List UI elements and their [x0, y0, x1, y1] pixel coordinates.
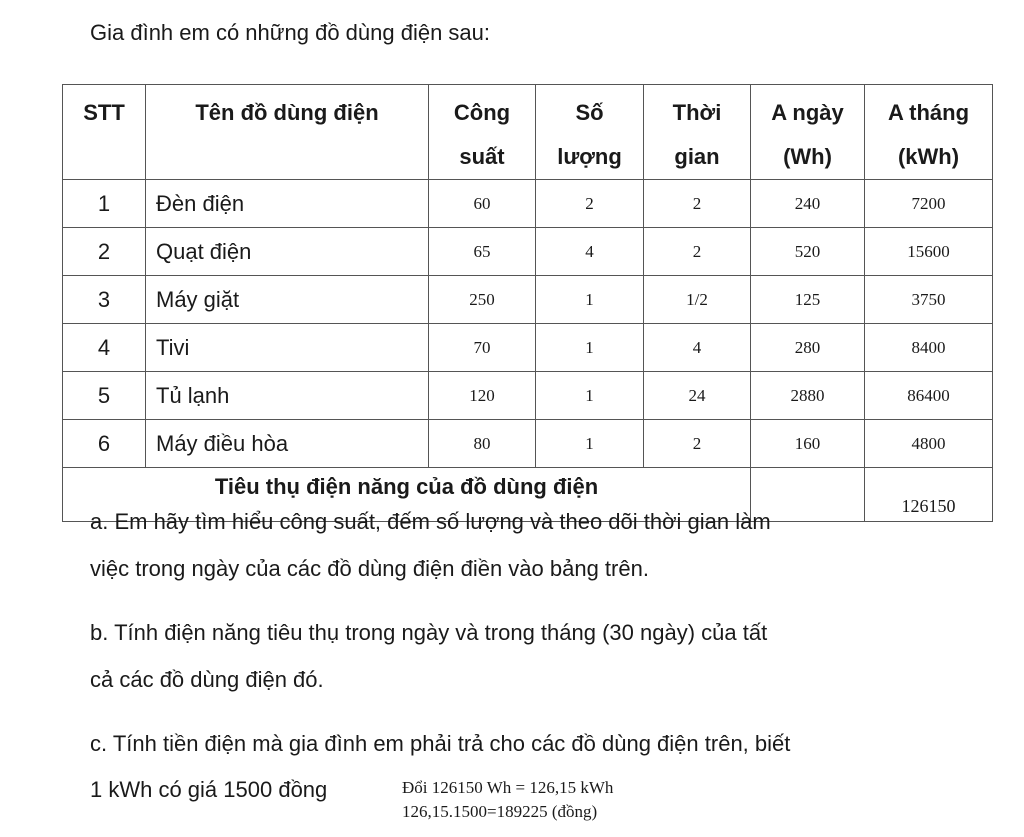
answer-line1: Đổi 126150 Wh = 126,15 kWh [402, 778, 614, 797]
question-a-line2: việc trong ngày của các đồ dùng điện điền vào bảng trên. [90, 556, 649, 581]
total-value: 126150 [865, 468, 993, 522]
cell-a-day: 160 [751, 420, 865, 468]
header-a-day: A ngày (Wh) [751, 85, 865, 180]
table-row [63, 372, 993, 420]
table-row [63, 276, 993, 324]
header-qty: Số lượng [536, 85, 644, 180]
cell-name: Đèn điện [146, 180, 429, 228]
question-a-line1: a. Em hãy tìm hiểu công suất, đếm số lượng và theo dõi thời gian làm [90, 509, 771, 534]
cell-power: 70 [429, 324, 536, 372]
header-a-month: A tháng (kWh) [865, 85, 993, 180]
cell-name: Máy điều hòa [146, 420, 429, 468]
cell-name: Tivi [146, 324, 429, 372]
cell-qty: 1 [536, 276, 644, 324]
header-time: Thời gian [644, 85, 751, 180]
cell-power: 120 [429, 372, 536, 420]
cell-time: 1/2 [644, 276, 751, 324]
cell-a-month: 8400 [865, 324, 993, 372]
cell-stt: 1 [63, 180, 146, 228]
cell-stt: 6 [63, 420, 146, 468]
table-row [63, 420, 993, 468]
cell-power: 60 [429, 180, 536, 228]
cell-power: 250 [429, 276, 536, 324]
cell-stt: 5 [63, 372, 146, 420]
cell-a-month: 86400 [865, 372, 993, 420]
cell-a-month: 7200 [865, 180, 993, 228]
intro-text: Gia đình em có những đồ dùng điện sau: [90, 20, 491, 45]
table-row [63, 324, 993, 372]
table-row [63, 180, 993, 228]
cell-power: 65 [429, 228, 536, 276]
cell-a-month: 3750 [865, 276, 993, 324]
cell-a-day: 240 [751, 180, 865, 228]
question-c-line2: 1 kWh có giá 1500 đồng [90, 777, 328, 802]
cell-stt: 4 [63, 324, 146, 372]
cell-name: Máy giặt [146, 276, 429, 324]
cell-a-day: 520 [751, 228, 865, 276]
cell-a-month: 15600 [865, 228, 993, 276]
cell-a-day: 280 [751, 324, 865, 372]
table-header-row [63, 85, 993, 180]
cell-power: 80 [429, 420, 536, 468]
header-name: Tên đồ dùng điện [146, 85, 429, 180]
question-c-line1: c. Tính tiền điện mà gia đình em phải trả cho các đồ dùng điện trên, biết [90, 731, 791, 756]
cell-qty: 1 [536, 324, 644, 372]
cell-name: Tủ lạnh [146, 372, 429, 420]
cell-stt: 3 [63, 276, 146, 324]
header-power: Công suất [429, 85, 536, 180]
question-b-line2: cả các đồ dùng điện đó. [90, 667, 324, 692]
cell-time: 2 [644, 420, 751, 468]
cell-a-day: 2880 [751, 372, 865, 420]
cell-qty: 2 [536, 180, 644, 228]
cell-time: 2 [644, 228, 751, 276]
cell-qty: 4 [536, 228, 644, 276]
cell-time: 4 [644, 324, 751, 372]
total-label: Tiêu thụ điện năng của đồ dùng điện [63, 468, 751, 522]
cell-qty: 1 [536, 420, 644, 468]
cell-a-month: 4800 [865, 420, 993, 468]
cell-qty: 1 [536, 372, 644, 420]
cell-name: Quạt điện [146, 228, 429, 276]
question-b-line1: b. Tính điện năng tiêu thụ trong ngày và trong tháng (30 ngày) của tất [90, 620, 768, 645]
cell-time: 24 [644, 372, 751, 420]
answer-line2: 126,15.1500=189225 (đồng) [402, 802, 598, 821]
cell-a-day: 125 [751, 276, 865, 324]
table-row [63, 228, 993, 276]
cell-stt: 2 [63, 228, 146, 276]
header-stt: STT [63, 85, 146, 180]
cell-time: 2 [644, 180, 751, 228]
appliance-table [62, 84, 993, 522]
